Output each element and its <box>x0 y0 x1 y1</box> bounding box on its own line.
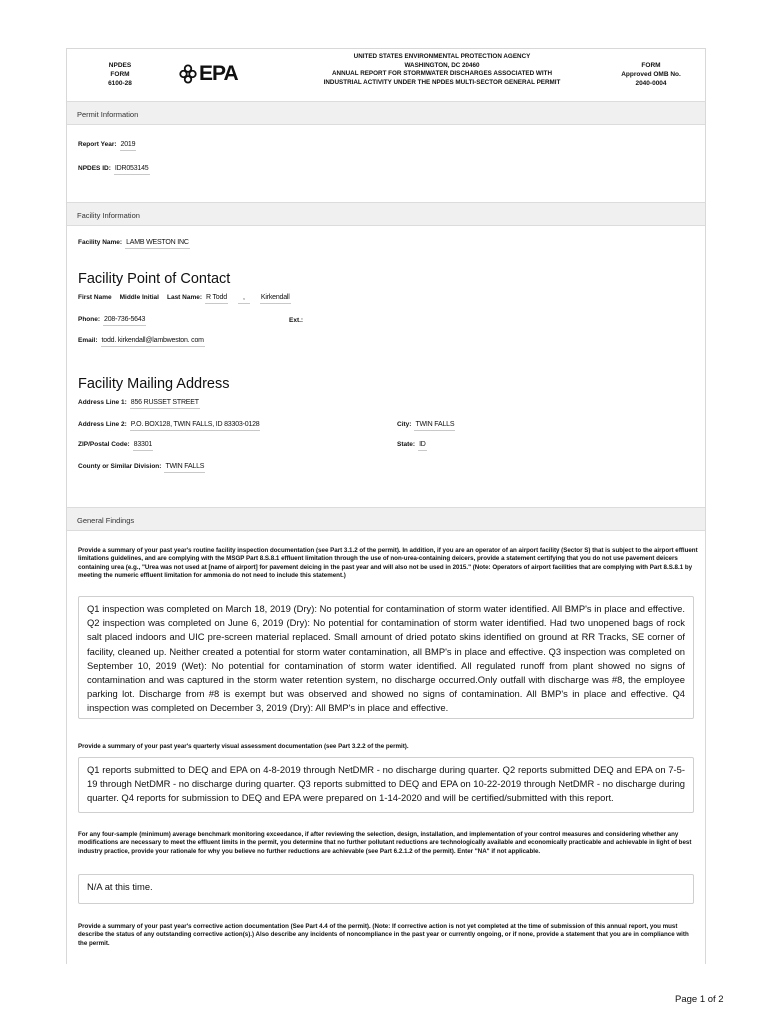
phone-field: Phone: 208-736-5643 <box>78 316 146 326</box>
address-line2-field: Address Line 2: P.O. BOX128, TWIN FALLS, ID 83303-0128 <box>78 421 260 431</box>
county-value: TWIN FALLS <box>164 463 205 473</box>
mailing-heading: Facility Mailing Address <box>78 376 230 392</box>
report-year-field: Report Year: 2019 <box>78 141 136 151</box>
form-id-block: NPDES FORM 6100-28 <box>108 62 132 87</box>
contact-heading: Facility Point of Contact <box>78 271 231 287</box>
address-line1-field: Address Line 1: 856 RUSSET STREET <box>78 399 200 409</box>
county-field: County or Similar Division: TWIN FALLS <box>78 463 205 473</box>
benchmark-rationale-field[interactable]: N/A at this time. <box>78 874 694 904</box>
facility-name-value: LAMB WESTON INC <box>125 239 190 249</box>
npdes-id-value: IDR053145 <box>114 165 150 175</box>
ext-field: Ext.: <box>289 317 304 324</box>
city-value: TWIN FALLS <box>414 421 455 431</box>
address-line2-value: P.O. BOX128, TWIN FALLS, ID 83303-0128 <box>130 421 261 431</box>
inspection-instructions: Provide a summary of your past year's routine facility inspection documentation (see Part 3.1.2 of the permit). In addition, if you are an operator of an airport facility (Sector S) that is subject to the airport effluent limitations guidelines, and are complying with the MSGP Part 8.S.8.1 effluent limitation through the use of non-urea-containing deicers, provide a statement certifying that you do not use pavement deicers containing urea (e.g., "Urea was not used at [name of airport] for pavement deicing in the past year and will also not be used in 2015." (Note: Operators of airport facilities that are complying with Part 8.S.8.1 by meeting the numeric effluent limitation for ammonia do not need to include this statement.) <box>78 547 698 579</box>
corrective-action-instructions: Provide a summary of your past year's corrective action documentation (See Part 4.4 of the permit). (Note: If corrective action is not yet completed at the time of submission of this annual report, you must describe the status of any outstanding corrective action(s).) Also describe any incidents of noncompliance in the past year or currently ongoing, or if none, provide a statement that you are in compliance with the permit. <box>78 923 689 947</box>
general-findings-bar: General Findings <box>67 507 705 531</box>
page-number: Page 1 of 2 <box>675 994 724 1005</box>
report-year-value: 2019 <box>120 141 137 151</box>
email-value: todd. kirkendall@lambweston. com <box>101 337 205 347</box>
permit-information-bar: Permit Information <box>67 101 705 125</box>
last-name-value: Kirkendall <box>260 294 291 304</box>
omb-block: FORM Approved OMB No. 2040-0004 <box>621 62 681 87</box>
visual-assessment-field[interactable]: Q1 reports submitted to DEQ and EPA on 4-8-2019 through NetDMR - no discharge during quarter. Q2 reports submitted DEQ and EPA on 7-5-19 through NetDMR - no discharge during quarter. Q3 reports submitted to DEQ and EPA on 10-22-2019 through NetDMR - no discharge during quarter. Q4 reports for submission to DEQ and EPA were prepared on 1-14-2020 and will be certified/submitted with this report. <box>78 757 694 813</box>
form-page <box>66 48 706 964</box>
zip-field: ZIP/Postal Code: 83301 <box>78 441 153 451</box>
state-field: State: ID <box>397 441 427 451</box>
inspection-summary-field[interactable]: Q1 inspection was completed on March 18, 2019 (Dry): No potential for contamination of storm water identified. All BMP's in place and effective. Q2 inspection was completed on June 6, 2019 (Dry): No potential for contamination of storm water identified. Had two unopened bags of rock salt placed indoors and UIC pre-screen material replaced. Small amount of dried potato skins identified on ground at RR Tracks, SE corner of facility, cleaned up. Neither created a potential for storm water contamination, all BMP's in place and effective. Q3 inspection was completed on September 10, 2019 (Wet): No potential for contamination of storm water identified. All regulated runoff from plant showed no signs of contamination and was captured in the storm water retention system, no discharge occurred.Only outfall with discharge was #8, the employee parking lot. Discharge from #8 is exempt but was observed and showed no signs of contamination. All BMP's in place and effective. Q4 inspection was completed on December 3, 2019 (Dry): All BMP's in place and effective. <box>78 596 694 719</box>
contact-name-field: First Name Middle Initial Last Name: R Todd , Kirkendall <box>78 294 291 304</box>
phone-value: 208-736-5643 <box>103 316 146 326</box>
facility-information-bar: Facility Information <box>67 202 705 226</box>
facility-name-field: Facility Name: LAMB WESTON INC <box>78 239 190 249</box>
city-field: City: TWIN FALLS <box>397 421 455 431</box>
middle-initial-value: , <box>238 294 250 304</box>
state-value: ID <box>418 441 427 451</box>
visual-assessment-instructions: Provide a summary of your past year's quarterly visual assessment documentation (see Part 3.2.2 of the permit). <box>78 743 409 750</box>
benchmark-instructions: For any four-sample (minimum) average benchmark monitoring exceedance, if after reviewing the selection, design, installation, and implementation of your control measures and considering whether any modifications are necessary to meet the effluent limits in the permit, you determine that no further pollutant reductions are technologically available and economically practicable and achievable in light of best industry practice, provide your rationale for why you believe no further reductions are achievable (see Part 6.2.1.2 of the permit). Enter "NA" if not applicable. <box>78 831 692 855</box>
zip-value: 83301 <box>133 441 153 451</box>
epa-logo <box>179 61 238 87</box>
form-header <box>67 49 705 101</box>
npdes-id-field: NPDES ID: IDR053145 <box>78 165 150 175</box>
address-line1-value: 856 RUSSET STREET <box>130 399 200 409</box>
first-name-value: R Todd <box>205 294 228 304</box>
epa-logo-text: EPA <box>199 62 238 85</box>
epa-flower-icon <box>179 64 197 84</box>
email-field: Email: todd. kirkendall@lambweston. com <box>78 337 205 347</box>
agency-title-block: UNITED STATES ENVIRONMENTAL PROTECTION AGENCY WASHINGTON, DC 20460 ANNUAL REPORT FOR STORMWATER DISCHARGES ASSOCIATED WITH INDUSTRIAL ACTIVITY UNDER THE NPDES MULTI-SECTOR GENERAL PERMIT <box>323 53 561 86</box>
